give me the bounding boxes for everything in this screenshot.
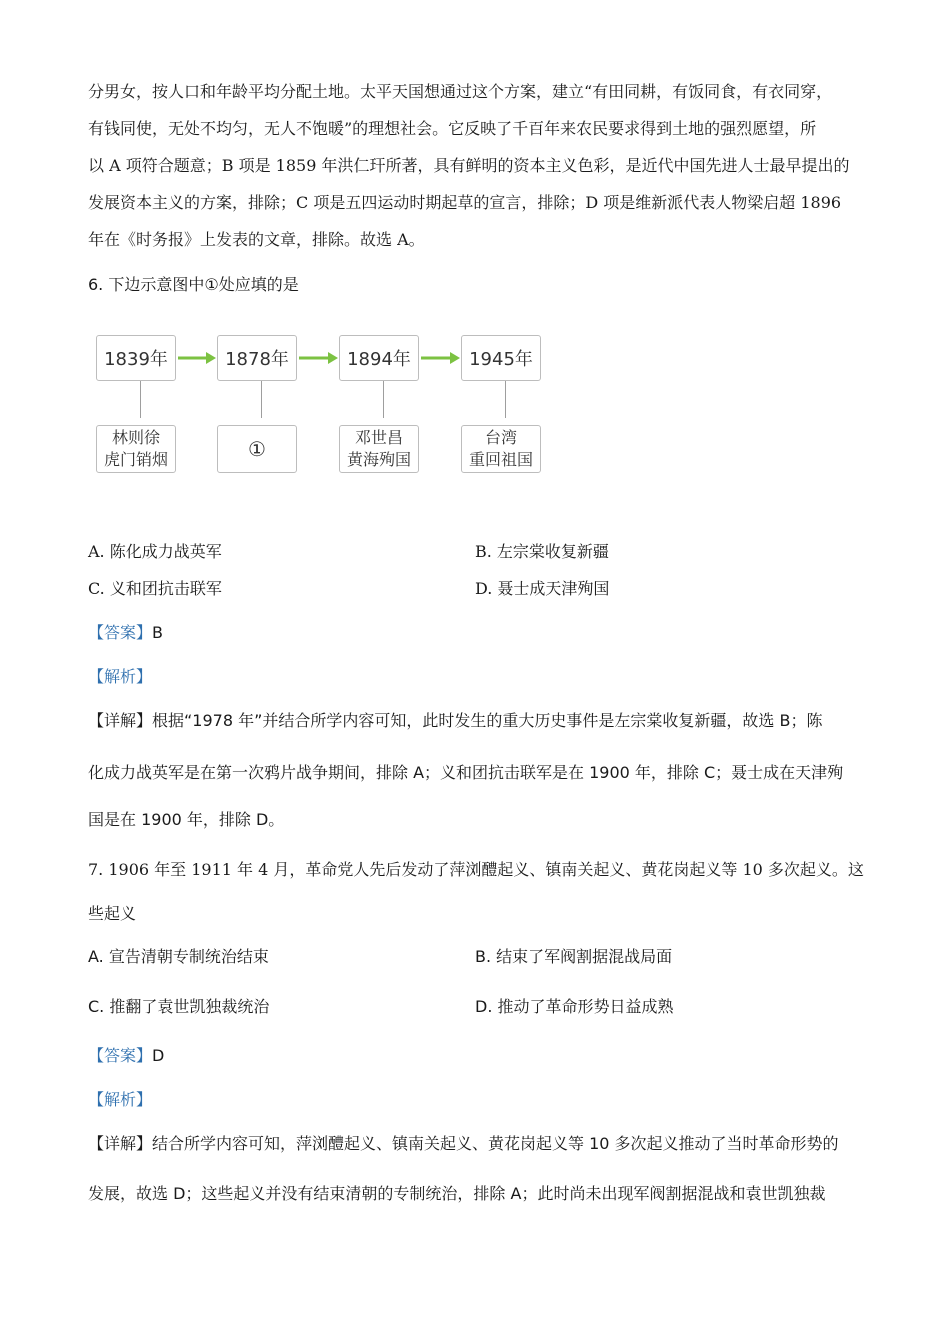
- event-text: 台湾: [484, 428, 517, 447]
- timeline-event-box: [96, 425, 176, 473]
- timeline-year-box: 1894年: [339, 335, 419, 381]
- timeline-arrow: [176, 350, 217, 366]
- timeline-arrow: [297, 350, 339, 366]
- blank-marker: ①: [248, 437, 266, 461]
- q6-option-c: C. 义和团抗击联军: [88, 579, 222, 598]
- detail-text: 根据“1978 年”并结合所学内容可知，此时发生的重大历史事件是左宗棠收复新疆，故选 B；陈: [152, 711, 823, 730]
- q7-option-b: B. 结束了军阀割据混战局面: [475, 947, 673, 966]
- answer-value: D: [152, 1046, 165, 1065]
- q6-detail-line: 国是在 1900 年，排除 D。: [88, 810, 285, 829]
- q6-analysis-tag: 【解析】: [88, 667, 153, 686]
- q7-option-c: C. 推翻了袁世凯独裁统治: [88, 997, 270, 1016]
- answer-value: B: [152, 623, 163, 642]
- detail-tag: 【详解】: [88, 711, 153, 730]
- paragraph-line: 以 A 项符合题意；B 项是 1859 年洪仁玕所著，具有鲜明的资本主义色彩，是近代中国先进人士最早提出的: [88, 156, 850, 175]
- timeline-event-box: [339, 425, 419, 473]
- event-text: 虎门销烟: [103, 450, 168, 469]
- q6-option-a: A. 陈化成力战英军: [88, 542, 222, 561]
- q6-answer: [88, 623, 163, 643]
- timeline-year-box: 1878年: [217, 335, 297, 381]
- paragraph-line: 有钱同使，无处不均匀，无人不饱暖”的理想社会。它反映了千百年来农民要求得到土地的强烈愿望，所: [88, 119, 817, 138]
- q6-detail-line: 化成力战英军是在第一次鸦片战争期间，排除 A；义和团抗击联军是在 1900 年，排除 C；聂士成在天津殉: [88, 763, 844, 782]
- event-text: 黄海殉国: [346, 450, 411, 469]
- detail-text: 结合所学内容可知，萍浏醴起义、镇南关起义、黄花岗起义等 10 多次起义推动了当时革命形势的: [152, 1134, 839, 1153]
- answer-tag: 【答案】: [88, 623, 153, 642]
- timeline-year-box: 1945年: [461, 335, 541, 381]
- q7-stem-line: 些起义: [88, 904, 137, 923]
- q6-stem: 6. 下边示意图中①处应填的是: [88, 275, 299, 294]
- timeline-event-box-blank: [217, 425, 297, 473]
- connector-line: [505, 381, 506, 418]
- q7-stem-line: 7. 1906 年至 1911 年 4 月，革命党人先后发动了萍浏醴起义、镇南关起义、黄花岗起义等 10 多次起义。这: [88, 860, 864, 879]
- timeline-event-box: [461, 425, 541, 473]
- q7-analysis-tag: 【解析】: [88, 1090, 153, 1109]
- q7-detail-line: 发展，故选 D；这些起义并没有结束清朝的专制统治，排除 A；此时尚未出现军阀割据混战和袁世凯独裁: [88, 1184, 826, 1203]
- event-text: 重回祖国: [468, 450, 533, 469]
- timeline-year-box: 1839年: [96, 335, 176, 381]
- q7-detail-line: [88, 1134, 839, 1154]
- event-text: 邓世昌: [354, 428, 403, 447]
- q7-option-d: D. 推动了革命形势日益成熟: [475, 997, 674, 1016]
- connector-line: [261, 381, 262, 418]
- connector-line: [140, 381, 141, 418]
- paragraph-line: 分男女，按人口和年龄平均分配土地。太平天国想通过这个方案，建立“有田同耕，有饭同食，有衣同穿，: [88, 82, 833, 101]
- paragraph-line: 发展资本主义的方案，排除；C 项是五四运动时期起草的宣言，排除；D 项是维新派代表人物梁启超 1896: [88, 193, 842, 212]
- q6-detail-line: [88, 711, 822, 731]
- q7-answer: [88, 1046, 164, 1066]
- q6-option-b: B. 左宗棠收复新疆: [475, 542, 609, 561]
- answer-tag: 【答案】: [88, 1046, 153, 1065]
- event-text: 林则徐: [111, 428, 160, 447]
- connector-line: [383, 381, 384, 418]
- paragraph-line: 年在《时务报》上发表的文章，排除。故选 A。: [88, 230, 425, 249]
- detail-tag: 【详解】: [88, 1134, 153, 1153]
- q7-option-a: A. 宣告清朝专制统治结束: [88, 947, 269, 966]
- q6-option-d: D. 聂士成天津殉国: [475, 579, 610, 598]
- timeline-arrow: [419, 350, 461, 366]
